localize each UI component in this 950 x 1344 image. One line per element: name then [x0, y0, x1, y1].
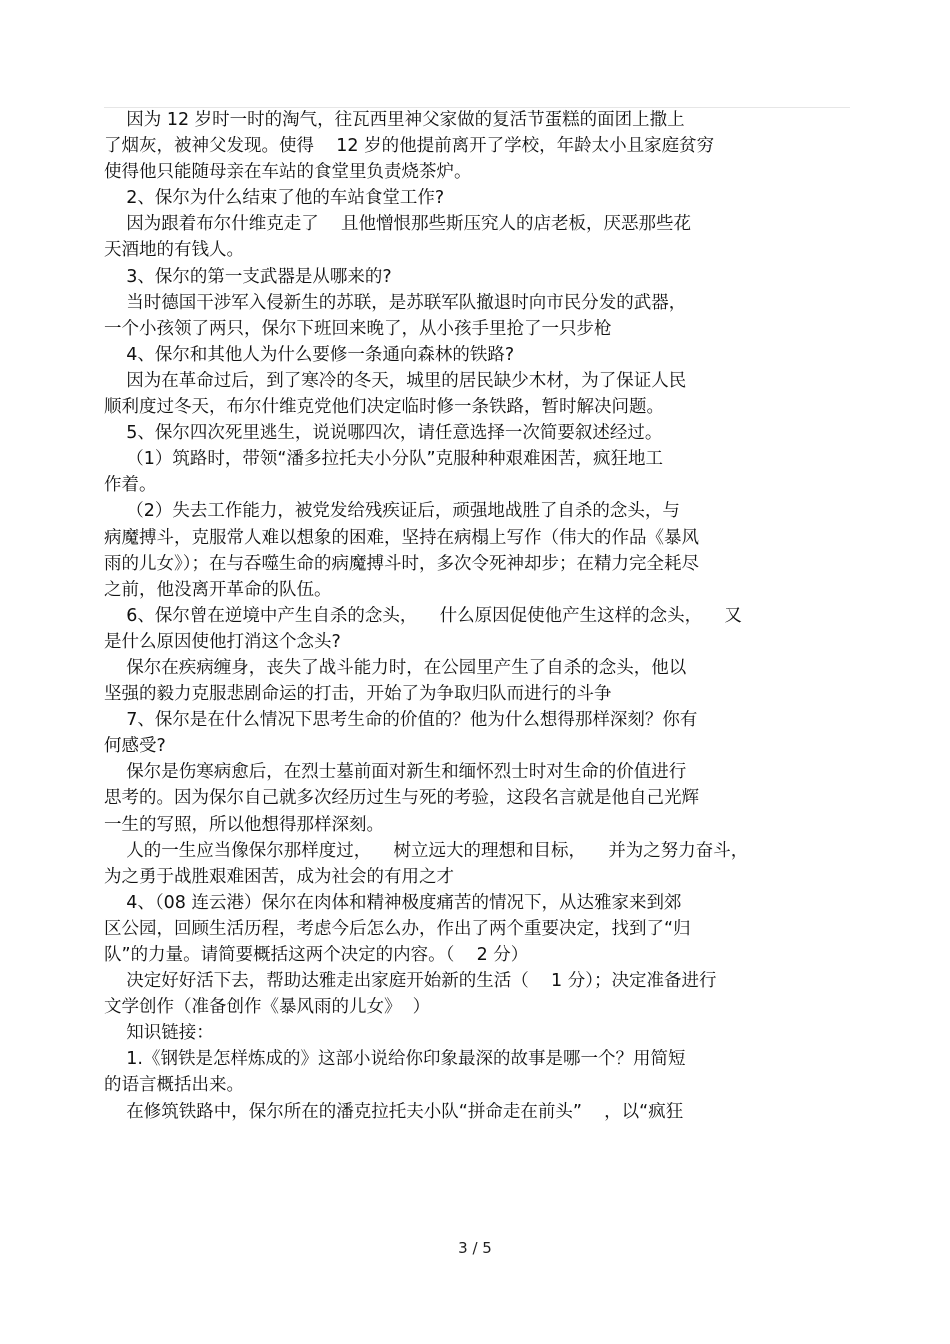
text-line: 之前，他没离开革命的队伍。: [104, 579, 332, 600]
text-line: 因为跟着布尔什维克走了 且他憎恨那些斯压究人的店老板，厌恶那些花: [104, 214, 691, 235]
text-line: 保尔是伤寒病愈后，在烈士墓前面对新生和缅怀烈士时对生命的价值进行: [104, 762, 687, 783]
text-line: 一个小孩领了两只，保尔下班回来晚了，从小孩手里抢了一只步枪: [104, 318, 612, 339]
text-line: 坚强的毅力克服悲剧命运的打击，开始了为争取归队而进行的斗争: [104, 684, 612, 705]
text-line: 在修筑铁路中，保尔所在的潘克拉托夫小队“拼命走在前头” ，以“疯狂: [104, 1101, 684, 1122]
text-line: 3、保尔的第一支武器是从哪来的?: [104, 266, 392, 287]
document-body: [104, 107, 850, 1125]
text-line: 5、保尔四次死里逃生，说说哪四次，请任意选择一次简要叙述经过。: [104, 423, 663, 444]
text-line: 使得他只能随母亲在车站的食堂里负责烧茶炉。: [104, 162, 472, 183]
text-line: 顺利度过冬天，布尔什维克党他们决定临时修一条铁路，暂时解决问题。: [104, 397, 664, 418]
text-line: 保尔在疾病缠身，丧失了战斗能力时，在公园里产生了自杀的念头，他以: [104, 657, 687, 678]
text-line: 是什么原因使他打消这个念头?: [104, 631, 341, 652]
text-line: （2）失去工作能力，被党发给残疾证后，顽强地战胜了自杀的念头，与: [104, 501, 680, 522]
text-line: 病魔搏斗，克服常人难以想象的困难，坚持在病榻上写作（伟大的作品《暴风: [104, 527, 699, 548]
text-line: 天酒地的有钱人。: [104, 240, 244, 261]
text-line: 6、保尔曾在逆境中产生自杀的念头， 什么原因促使他产生这样的念头， 又: [104, 605, 742, 626]
text-line: 7、保尔是在什么情况下思考生命的价值的？他为什么想得那样深刻？你有: [104, 710, 698, 731]
text-line: 4、（08 连云港）保尔在肉体和精神极度痛苦的情况下，从达雅家来到郊: [104, 892, 682, 913]
text-line: 决定好好活下去，帮助达雅走出家庭开始新的生活（ 1 分）；决定准备进行: [104, 971, 717, 992]
text-line: 文学创作（准备创作《暴风雨的儿女》 ）: [104, 997, 431, 1018]
text-line: 2、保尔为什么结束了他的车站食堂工作?: [104, 188, 445, 209]
text-line: 何感受?: [104, 736, 166, 757]
text-line: 区公园，回顾生活历程，考虑今后怎么办，作出了两个重要决定，找到了“归: [104, 918, 691, 939]
text-line: 思考的。因为保尔自己就多次经历过生与死的考验，这段名言就是他自己光辉: [104, 788, 699, 809]
text-line: 人的一生应当像保尔那样度过， 树立远大的理想和目标， 并为之努力奋斗，: [104, 840, 749, 861]
text-line: 4、保尔和其他人为什么要修一条通向森林的铁路?: [104, 344, 515, 365]
text-line: 队”的力量。请简要概括这两个决定的内容。（ 2 分）: [104, 945, 529, 965]
text-line: 雨的儿女》）；在与吞噬生命的病魔搏斗时，多次令死神却步；在精力完全耗尽: [104, 553, 699, 574]
text-line: 当时德国干涉军入侵新生的苏联，是苏联军队撤退时向市民分发的武器，: [104, 292, 687, 313]
text-line: 因为 12 岁时一时的淘气，往瓦西里神父家做的复活节蛋糕的面团上撒上: [104, 110, 685, 130]
text-line: 1.《钢铁是怎样炼成的》这部小说给你印象最深的故事是哪一个？用简短: [104, 1049, 686, 1070]
page-number: 3 / 5: [458, 1239, 492, 1257]
text-line: 的语言概括出来。: [104, 1075, 244, 1096]
text-line: （1）筑路时，带领“潘多拉托夫小分队”克服种种艰难困苦，疯狂地工: [104, 449, 664, 470]
text-line: 因为在革命过后，到了寒冷的冬天，城里的居民缺少木材，为了保证人民: [104, 370, 687, 391]
text-line: 一生的写照，所以他想得那样深刻。: [104, 814, 384, 835]
text-line: 了烟灰，被神父发现。使得 12 岁的他提前离开了学校，年龄太小且家庭贫穷: [104, 136, 715, 157]
text-line: 为之勇于战胜艰难困苦，成为社会的有用之才: [104, 866, 454, 887]
text-line: 作着。: [104, 475, 157, 496]
text-line: 知识链接：: [104, 1023, 214, 1044]
